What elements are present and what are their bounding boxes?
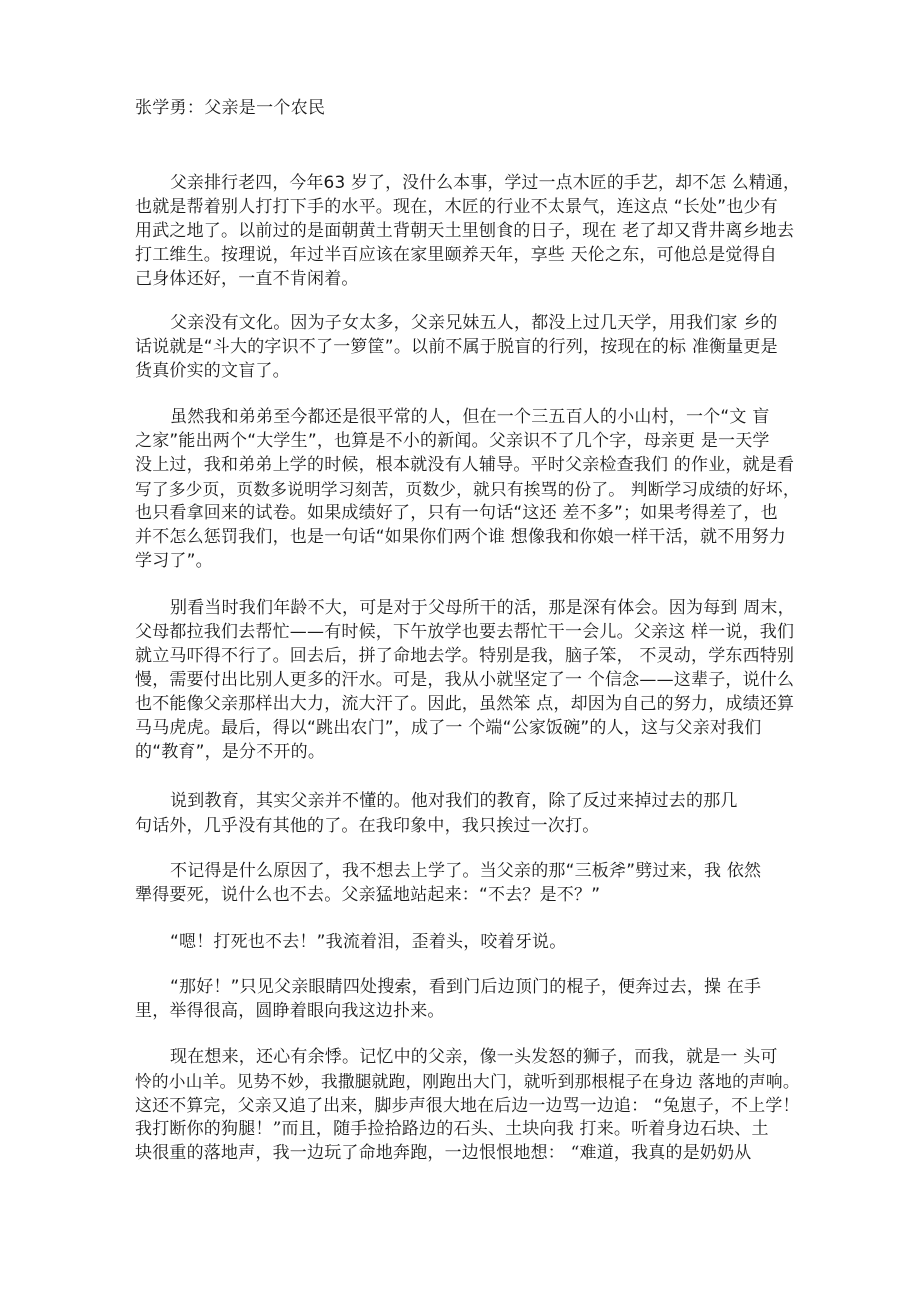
- text-line: 之家”能出两个“大学生”，也算是不小的新闻。父亲识不了几个字，母亲更 是一天学: [135, 431, 770, 451]
- text-line: 不记得是什么原因了，我不想去上学了。当父亲的那“三板斧”劈过来，我 依然: [170, 861, 762, 881]
- text-line: 也就是帮着别人打打下手的水平。现在，木匠的行业不太景气，连这点 “长处”也少有: [135, 197, 778, 217]
- text-line: 这还不算完，父亲又追了出来，脚步声很大地在后边一边骂一边追： “兔崽子，不上学！: [135, 1095, 800, 1115]
- text-line: 学习了”。: [135, 551, 213, 571]
- text-line: 犟得要死，说什么也不去。父亲猛地站起来：“不去？是不？”: [135, 885, 601, 905]
- text-line: 怜的小山羊。见势不妙，我撒腿就跑，刚跑出大门，就听到那根棍子在身边 落地的声响。: [135, 1071, 800, 1091]
- text-line: 里，举得很高，圆睁着眼向我这边扑来。: [135, 1001, 445, 1021]
- text-line: 没上过，我和弟弟上学的时候，根本就没有人辅导。平时父亲检查我们 的作业，就是看: [135, 455, 795, 475]
- text-line: 说到教育，其实父亲并不懂的。他对我们的教育，除了反过来掉过去的那几: [170, 791, 738, 811]
- text-line: 别看当时我们年龄不大，可是对于父母所干的活，那是深有体会。因为每到 周末，: [170, 598, 795, 618]
- text-line: 慢，需要付出比别人更多的汗水。可是，我从小就坚定了一 个信念——这辈子，说什么: [135, 670, 795, 690]
- text-line: 用武之地了。以前过的是面朝黄土背朝天土里刨食的日子，现在 老了却又背井离乡地去: [135, 221, 795, 241]
- text-line: 我打断你的狗腿！”而且，随手捡拾路边的石头、土块向我 打来。听着身边石块、土: [135, 1119, 769, 1139]
- text-line: 的“教育”，是分不开的。: [135, 742, 326, 762]
- text-line: “那好！”只见父亲眼睛四处搜索，看到门后边顶门的棍子，便奔过去，操 在手: [170, 977, 762, 997]
- text-line: 并不怎么惩罚我们，也是一句话“如果你们两个谁 想像我和你娘一样干活，就不用努力: [135, 527, 787, 547]
- text-line: 就立马吓得不行了。回去后，拼了命地去学。特别是我，脑子笨， 不灵动，学东西特别: [135, 646, 795, 666]
- text-line: 打工维生。按理说，年过半百应该在家里颐养天年，享些 天伦之东，可他总是觉得自: [135, 245, 778, 265]
- text-line: 也不能像父亲那样出大力，流大汗了。因此，虽然笨 点，却因为自己的努力，成绩还算: [135, 694, 795, 714]
- text-line: 话说就是“斗大的字识不了一箩筐”。以前不属于脱盲的行列，按现在的标 准衡量更是: [135, 337, 778, 357]
- text-line: 马马虎虎。最后，得以“跳出农门”，成了一 个端“公家饭碗”的人，这与父亲对我们: [135, 718, 762, 738]
- text-line: “嗯！打死也不去！”我流着泪，歪着头，咬着牙说。: [170, 932, 567, 952]
- text-line: 现在想来，还心有余悸。记忆中的父亲，像一头发怒的狮子，而我，就是一 头可: [170, 1047, 778, 1067]
- text-line: 己身体还好，一直不肯闲着。: [135, 269, 359, 289]
- text-line: 货真价实的文盲了。: [135, 361, 290, 381]
- text-line: 也只看拿回来的试卷。如果成绩好了，只有一句话“这还 差不多”；如果考得差了，也: [135, 503, 778, 523]
- text-line: 写了多少页，页数多说明学习刻苦，页数少，就只有挨骂的份了。 判断学习成绩的好坏，: [135, 479, 800, 499]
- text-line: 父母都拉我们去帮忙——有时候，下午放学也要去帮忙干一会儿。父亲这 样一说，我们: [135, 622, 795, 642]
- text-line: 句话外，几乎没有其他的了。在我印象中，我只挨过一次打。: [135, 816, 600, 836]
- page-title: 张学勇：父亲是一个农民: [135, 98, 326, 118]
- text-line: 父亲没有文化。因为子女太多，父亲兄妹五人，都没上过几天学，用我们家 乡的: [170, 313, 778, 333]
- text-line: 虽然我和弟弟至今都还是很平常的人，但在一个三五百人的小山村，一个“文 盲: [170, 407, 770, 427]
- text-line: 块很重的落地声，我一边玩了命地奔跑，一边恨恨地想： “难道，我真的是奶奶从: [135, 1143, 752, 1163]
- text-line: 父亲排行老四，今年63 岁了，没什么本事，学过一点木匠的手艺，却不怎 么精通，: [170, 172, 801, 192]
